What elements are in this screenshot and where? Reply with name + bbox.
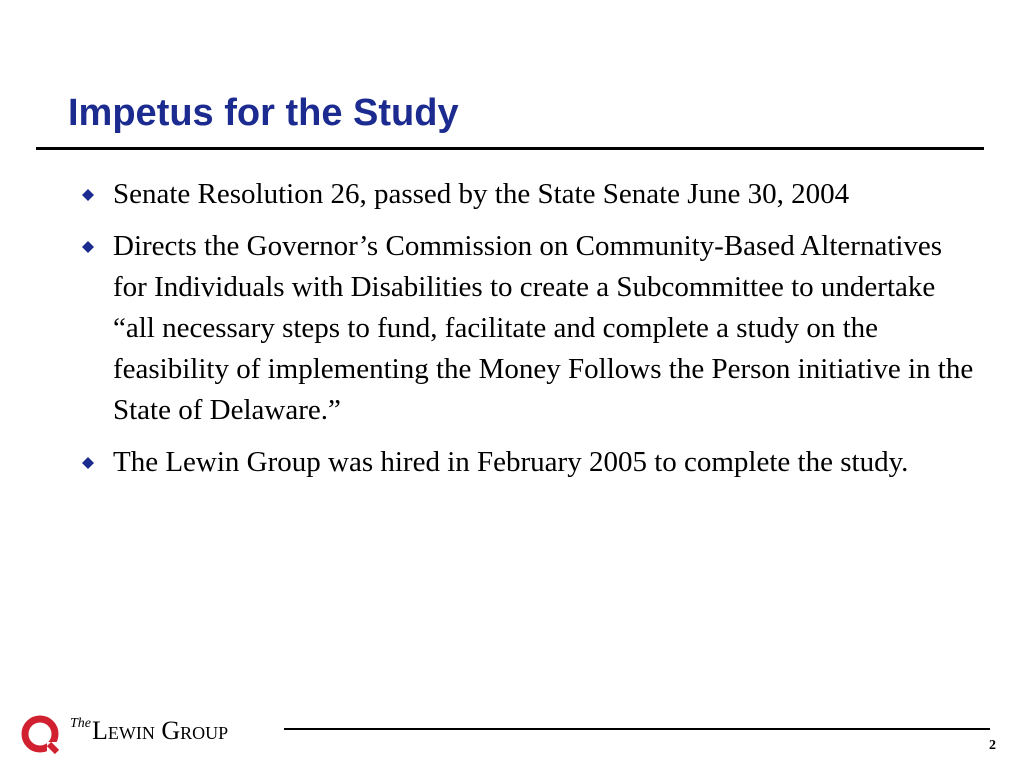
- bullet-item: [76, 442, 976, 483]
- diamond-bullet-icon: [78, 226, 98, 267]
- diamond-bullet-icon: [78, 174, 98, 215]
- bullet-item: [76, 226, 976, 431]
- footer-divider: [284, 728, 990, 730]
- lewin-circle-logo-icon: [20, 714, 60, 754]
- bullet-list: [76, 174, 976, 494]
- page-number: 2: [989, 738, 996, 753]
- slide-title: Impetus for the Study: [68, 92, 459, 134]
- bullet-text: Directs the Governor’s Commission on Community-Based Alternatives for Individuals with Disabilities to create a Subcommittee to undertake “all necessary steps to fund, facilitate and complete a study on the feasibility of implementing the Money Follows the Person initiative in the State of Delaware.”: [113, 230, 974, 426]
- title-divider: [36, 147, 984, 150]
- bullet-text: The Lewin Group was hired in February 2005 to complete the study.: [113, 446, 909, 478]
- diamond-bullet-icon: [78, 442, 98, 483]
- bullet-text: Senate Resolution 26, passed by the State Senate June 30, 2004: [113, 178, 850, 210]
- logo-the: The: [70, 716, 91, 731]
- bullet-item: [76, 174, 976, 215]
- logo-name: Lewin Group: [92, 716, 229, 745]
- lewin-group-logo: [20, 712, 280, 756]
- logo-wordmark: [70, 716, 228, 746]
